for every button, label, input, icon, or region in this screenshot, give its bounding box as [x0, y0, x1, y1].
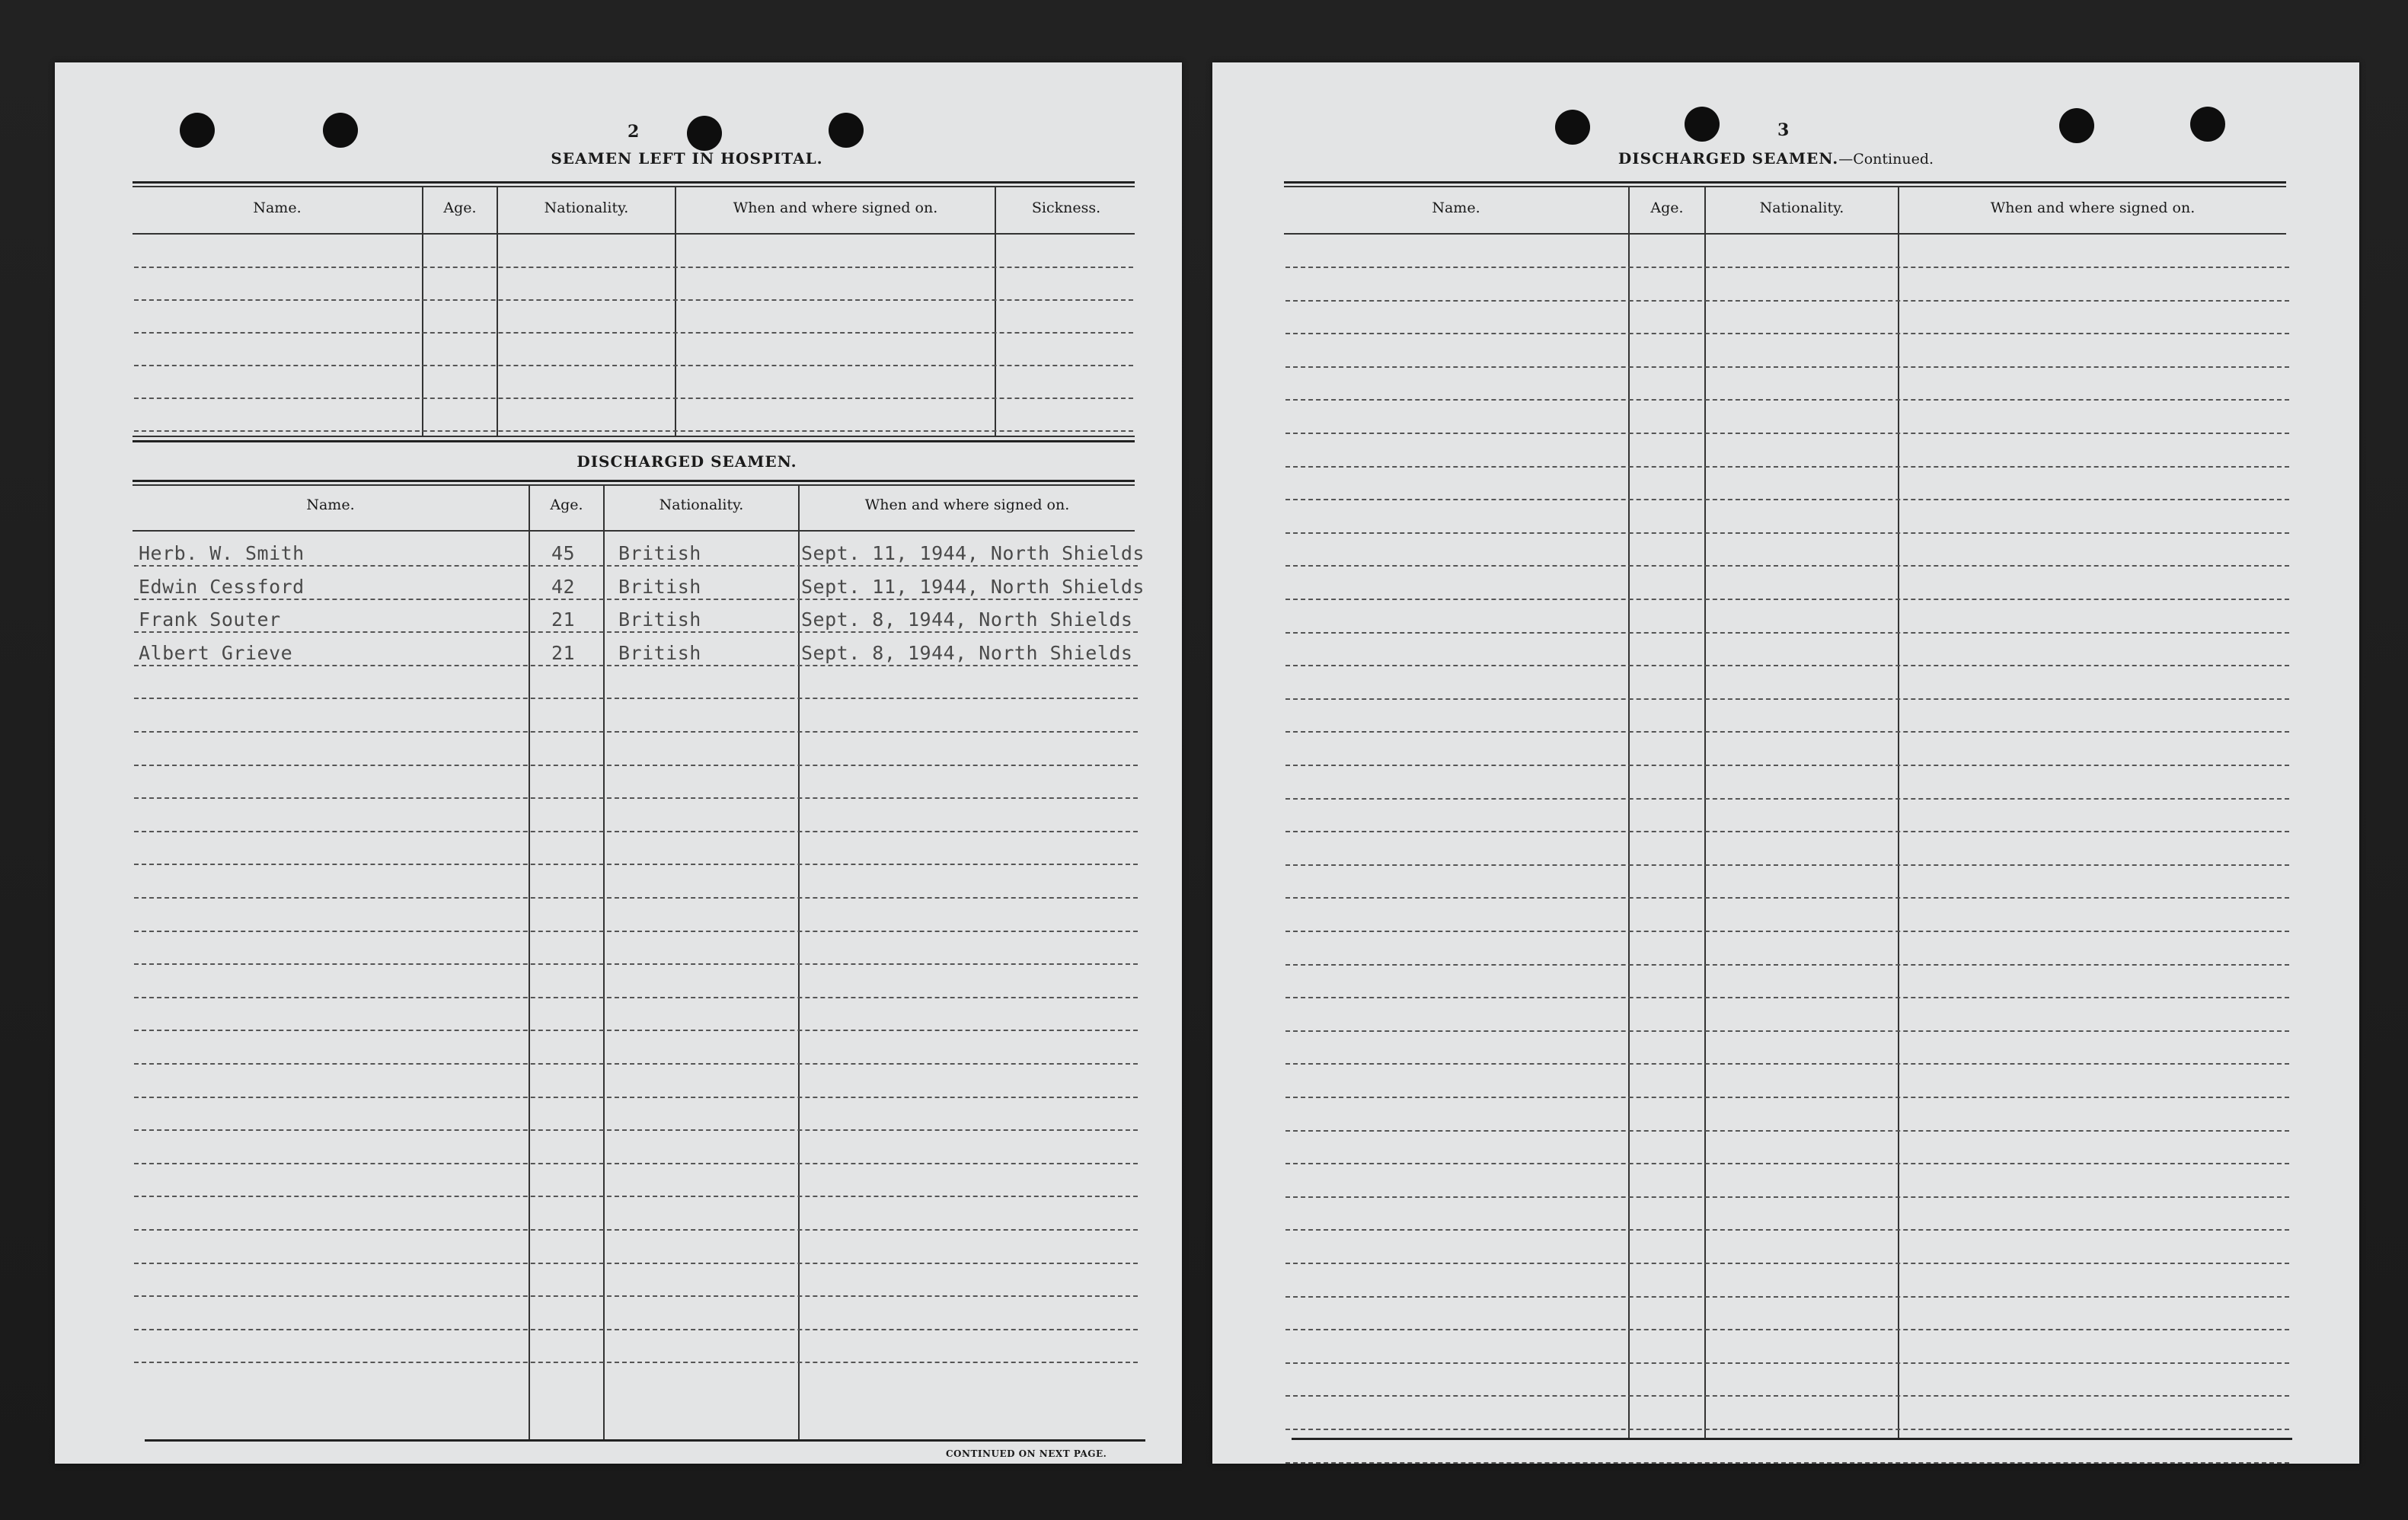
blank-row: [1285, 267, 2289, 268]
blank-row: [1285, 1395, 2289, 1397]
row-age: 21: [551, 608, 576, 631]
table-top-rule: [133, 480, 1135, 482]
blank-row: [1285, 565, 2289, 567]
blank-row: [1285, 1229, 2289, 1231]
blank-row: [1285, 831, 2289, 832]
row-signed-on: Sept. 11, 1944, North Shields: [801, 576, 1145, 598]
table-top-rule: [1284, 181, 2286, 184]
blank-row: [1285, 1263, 2289, 1264]
col-header-sickness: Sickness.: [1031, 200, 1101, 216]
table-row-line: [134, 997, 1138, 998]
blank-row: [1285, 333, 2289, 334]
blank-row: [1285, 532, 2289, 534]
row-signed-on: Sept. 8, 1944, North Shields: [801, 642, 1133, 664]
table-row-line: [134, 765, 1138, 766]
blank-row: [1285, 731, 2289, 733]
blank-row: [1285, 466, 2289, 468]
blank-row: [1285, 698, 2289, 700]
discharged-continued-title: [1540, 149, 2012, 168]
table-row-line: [134, 864, 1138, 865]
table-top-rule: [1284, 186, 2286, 187]
row-nationality: British: [618, 608, 701, 631]
blank-row: [1285, 1462, 2289, 1464]
table-row-line: [134, 897, 1138, 899]
table-row-line: [134, 698, 1138, 699]
discharged-section-title: DISCHARGED SEAMEN.: [576, 452, 797, 471]
col-header-age: Age.: [550, 497, 583, 513]
row-nationality: British: [618, 542, 701, 564]
col-header-nationality: Nationality.: [544, 200, 629, 216]
right-page: [1212, 62, 2359, 1464]
col-header-name: Name.: [306, 497, 355, 513]
blank-row: [1285, 366, 2289, 368]
row-signed-on: Sept. 11, 1944, North Shields: [801, 542, 1145, 564]
row-name: Edwin Cessford: [139, 576, 305, 598]
punch-hole: [2190, 107, 2225, 142]
blank-row: [1285, 798, 2289, 800]
row-age: 45: [551, 542, 576, 564]
table-row-line: [134, 1196, 1138, 1197]
page-number: 2: [628, 122, 640, 142]
col-header-nationality: Nationality.: [1759, 200, 1844, 216]
punch-hole: [1555, 110, 1590, 145]
blank-row: [1285, 931, 2289, 932]
column-divider: [1628, 187, 1630, 1438]
row-name: Albert Grieve: [139, 642, 293, 664]
row-age: 42: [551, 576, 576, 598]
table-row-line: [134, 1229, 1138, 1231]
discharged-table: [55, 62, 1182, 1464]
header-rule: [1284, 233, 2286, 235]
table-bottom-rule: [1292, 1438, 2292, 1440]
column-divider: [1704, 187, 1706, 1438]
column-divider: [1898, 187, 1899, 1438]
col-header-name: Name.: [253, 200, 302, 216]
blank-row: [1285, 665, 2289, 666]
table-row-line: [134, 1129, 1138, 1131]
page-number: 3: [1777, 120, 1790, 140]
title-continued: —Continued.: [1838, 151, 1934, 168]
blank-row: [1285, 1030, 2289, 1032]
continued-note: CONTINUED ON NEXT PAGE.: [946, 1448, 1107, 1459]
blank-row: [1285, 765, 2289, 766]
col-header-nationality: Nationality.: [659, 497, 744, 513]
blank-row: [1285, 864, 2289, 866]
table-row-line: [134, 599, 1138, 600]
title-text: DISCHARGED SEAMEN.: [1618, 149, 1839, 168]
row-name: Herb. W. Smith: [139, 542, 305, 564]
col-header-signed-on: When and where signed on.: [1990, 200, 2196, 216]
blank-row: [1285, 964, 2289, 966]
blank-row: [1285, 632, 2289, 634]
blank-row: [1285, 433, 2289, 434]
blank-row: [1285, 1329, 2289, 1330]
blank-row: [1285, 1130, 2289, 1132]
table-row-line: [134, 1263, 1138, 1264]
blank-row: [1285, 1163, 2289, 1164]
table-row-line: [134, 1030, 1138, 1031]
blank-row: [1285, 599, 2289, 600]
col-header-name: Name.: [1432, 200, 1480, 216]
table-row-line: [134, 1295, 1138, 1297]
blank-row: [1285, 997, 2289, 998]
table-row-line: [134, 963, 1138, 965]
row-signed-on: Sept. 8, 1944, North Shields: [801, 608, 1133, 631]
table-bottom-rule: [145, 1439, 1145, 1442]
col-header-signed-on: When and where signed on.: [864, 497, 1070, 513]
header-rule: [133, 530, 1135, 532]
punch-hole: [2059, 108, 2094, 143]
blank-row: [1285, 300, 2289, 302]
row-nationality: British: [618, 576, 701, 598]
table-row-line: [134, 1163, 1138, 1164]
table-row-line: [134, 831, 1138, 832]
table-row-line: [134, 665, 1138, 666]
col-header-age: Age.: [1650, 200, 1684, 216]
table-row-line: [134, 931, 1138, 932]
blank-row: [1285, 499, 2289, 500]
table-row-line: [134, 631, 1138, 633]
hospital-section-title: SEAMEN LEFT IN HOSPITAL.: [551, 149, 823, 168]
table-row-line: [134, 1362, 1138, 1363]
table-row-line: [134, 1329, 1138, 1330]
blank-row: [1285, 399, 2289, 401]
punch-hole: [1685, 107, 1720, 142]
blank-row: [1285, 1097, 2289, 1098]
col-header-signed-on: When and where signed on.: [733, 200, 938, 216]
blank-row: [1285, 897, 2289, 899]
table-row-line: [134, 1063, 1138, 1065]
table-row-line: [134, 1097, 1138, 1098]
table-top-rule: [133, 484, 1135, 486]
blank-row: [1285, 1196, 2289, 1198]
row-name: Frank Souter: [139, 608, 281, 631]
col-header-age: Age.: [443, 200, 477, 216]
row-age: 21: [551, 642, 576, 664]
blank-row: [1285, 1362, 2289, 1364]
row-nationality: British: [618, 642, 701, 664]
table-row-line: [134, 565, 1138, 567]
blank-row: [1285, 1063, 2289, 1065]
table-row-line: [134, 731, 1138, 733]
table-row-line: [134, 797, 1138, 799]
blank-row: [1285, 1429, 2289, 1430]
blank-row: [1285, 1296, 2289, 1298]
